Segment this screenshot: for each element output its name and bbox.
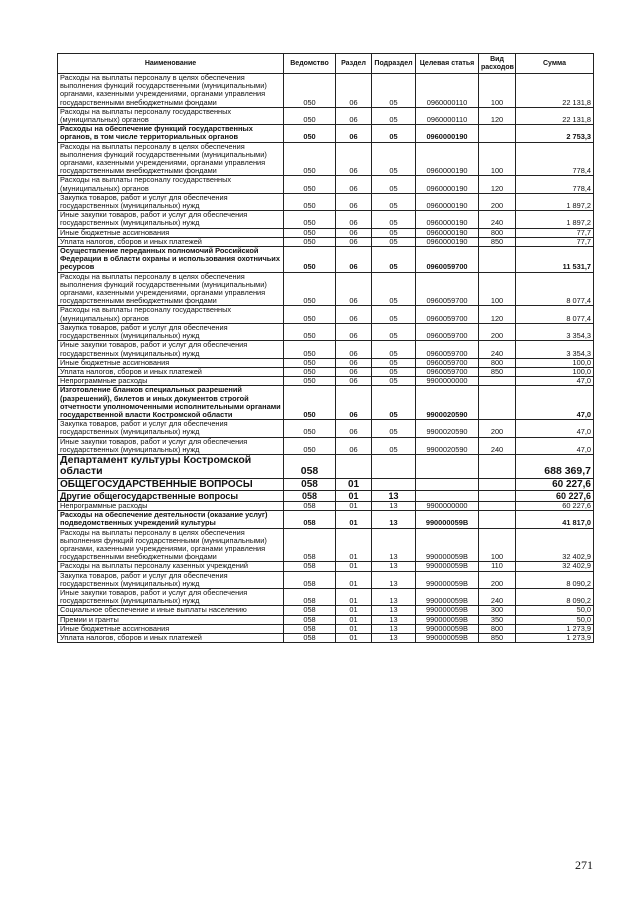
cell-dept: 050 [284,74,336,108]
table-row [58,323,594,340]
cell-exptype: 850 [479,633,516,642]
cell-exptype: 850 [479,237,516,246]
cell-subsection: 13 [372,528,416,562]
cell-subsection: 05 [372,142,416,176]
cell-dept: 050 [284,341,336,358]
cell-sum: 778,4 [516,176,594,193]
cell-target [416,490,479,501]
table-row [58,511,594,528]
cell-subsection: 05 [372,272,416,306]
header-name: Наименование [58,54,284,74]
cell-name: Расходы на выплаты персоналу в целях обеспечения выполнения функций государственными (муниципальными) органами, казенными учреждениями, органами управления государственными внебюджетными фондами [58,142,284,176]
cell-name: Иные закупки товаров, работ и услуг для обеспечения государственных (муниципальных) нужд [58,211,284,228]
cell-target: 990000059В [416,615,479,624]
cell-target: 0960000190 [416,228,479,237]
table-row [58,272,594,306]
cell-exptype: 100 [479,74,516,108]
cell-dept: 058 [284,571,336,588]
header-dept: Ведомство [284,54,336,74]
cell-dept: 050 [284,367,336,376]
cell-dept: 050 [284,228,336,237]
cell-subsection: 05 [372,74,416,108]
cell-target: 0960059700 [416,367,479,376]
cell-sum: 3 354,3 [516,323,594,340]
cell-exptype [479,247,516,273]
table-row [58,125,594,142]
cell-target: 0960000190 [416,193,479,210]
cell-subsection: 05 [372,306,416,323]
table-row [58,247,594,273]
cell-sum: 22 131,8 [516,107,594,124]
cell-sum: 778,4 [516,142,594,176]
cell-sum: 1 897,2 [516,211,594,228]
cell-exptype [479,490,516,501]
cell-dept: 058 [284,454,336,478]
cell-sum: 8 077,4 [516,272,594,306]
cell-subsection: 13 [372,571,416,588]
cell-sum: 11 531,7 [516,247,594,273]
cell-target: 0960000110 [416,107,479,124]
cell-target: 990000059В [416,562,479,571]
cell-target: 0960000190 [416,211,479,228]
table-row [58,193,594,210]
cell-name: Изготовление бланков специальных разрешений (разрешений), билетов и иных документов строгой отчетности уполномоченными исполнительными органами государственной власти Костромской области [58,386,284,420]
cell-sum: 77,7 [516,228,594,237]
cell-name: ОБЩЕГОСУДАРСТВЕННЫЕ ВОПРОСЫ [58,478,284,490]
cell-dept: 050 [284,420,336,437]
cell-section: 06 [336,272,372,306]
table-row [58,211,594,228]
cell-subsection: 05 [372,420,416,437]
cell-section [336,454,372,478]
cell-section: 01 [336,571,372,588]
cell-sum: 8 077,4 [516,306,594,323]
cell-subsection [372,454,416,478]
cell-sum: 22 131,8 [516,74,594,108]
cell-exptype: 200 [479,323,516,340]
cell-subsection: 05 [372,437,416,454]
header-exptype: Вид расходов [479,54,516,74]
cell-section: 06 [336,211,372,228]
cell-subsection: 05 [372,107,416,124]
cell-sum: 100,0 [516,358,594,367]
cell-dept: 058 [284,478,336,490]
cell-target: 9900020590 [416,420,479,437]
cell-sum: 32 402,9 [516,528,594,562]
cell-section: 01 [336,490,372,501]
cell-sum: 8 090,2 [516,571,594,588]
cell-exptype: 100 [479,142,516,176]
table-row [58,306,594,323]
budget-table [57,53,594,643]
cell-section: 01 [336,478,372,490]
cell-exptype: 100 [479,528,516,562]
cell-sum: 60 227,6 [516,478,594,490]
cell-name: Закупка товаров, работ и услуг для обеспечения государственных (муниципальных) нужд [58,193,284,210]
cell-name: Расходы на выплаты персоналу казенных учреждений [58,562,284,571]
cell-dept: 050 [284,437,336,454]
cell-name: Иные закупки товаров, работ и услуг для обеспечения государственных (муниципальных) нужд [58,588,284,605]
cell-exptype: 240 [479,341,516,358]
cell-sum: 60 227,6 [516,490,594,501]
cell-sum: 41 817,0 [516,511,594,528]
table-row [58,588,594,605]
cell-name: Другие общегосударственные вопросы [58,490,284,501]
cell-name: Расходы на выплаты персоналу в целях обеспечения выполнения функций государственными (муниципальными) органами, казенными учреждениями, органами управления государственными внебюджетными фондами [58,272,284,306]
cell-section: 01 [336,562,372,571]
cell-target: 0960000190 [416,142,479,176]
cell-section: 06 [336,367,372,376]
cell-name: Закупка товаров, работ и услуг для обеспечения государственных (муниципальных) нужд [58,323,284,340]
cell-sum: 1 897,2 [516,193,594,210]
cell-exptype: 200 [479,193,516,210]
cell-target [416,454,479,478]
cell-target: 0960059700 [416,358,479,367]
cell-target: 0960000190 [416,125,479,142]
cell-dept: 050 [284,142,336,176]
cell-exptype: 850 [479,367,516,376]
cell-subsection: 13 [372,562,416,571]
cell-exptype [479,125,516,142]
cell-target: 990000059В [416,588,479,605]
cell-name: Уплата налогов, сборов и иных платежей [58,633,284,642]
cell-dept: 050 [284,125,336,142]
table-row [58,562,594,571]
cell-name: Расходы на выплаты персоналу государственных (муниципальных) органов [58,306,284,323]
cell-section: 06 [336,74,372,108]
cell-sum: 77,7 [516,237,594,246]
cell-dept: 050 [284,272,336,306]
cell-dept: 058 [284,633,336,642]
cell-exptype [479,454,516,478]
cell-name: Расходы на обеспечение деятельности (оказание услуг) подведомственных учреждений культуры [58,511,284,528]
table-row [58,437,594,454]
cell-dept: 058 [284,490,336,501]
cell-name: Социальное обеспечение и иные выплаты населению [58,606,284,615]
cell-dept: 050 [284,107,336,124]
cell-name: Расходы на выплаты персоналу в целях обеспечения выполнения функций государственными (муниципальными) органами, казенными учреждениями, органами управления государственными внебюджетными фондами [58,528,284,562]
cell-subsection: 05 [372,228,416,237]
cell-exptype [479,478,516,490]
cell-subsection: 13 [372,588,416,605]
cell-subsection: 05 [372,237,416,246]
cell-target: 0960059700 [416,272,479,306]
cell-subsection: 13 [372,615,416,624]
cell-subsection: 05 [372,323,416,340]
cell-dept: 050 [284,211,336,228]
cell-section: 01 [336,588,372,605]
cell-section: 01 [336,511,372,528]
cell-subsection: 13 [372,501,416,510]
cell-dept: 050 [284,237,336,246]
table-row [58,571,594,588]
cell-sum: 2 753,3 [516,125,594,142]
cell-section: 01 [336,633,372,642]
cell-exptype: 350 [479,615,516,624]
cell-sum: 3 354,3 [516,341,594,358]
cell-dept: 058 [284,501,336,510]
cell-name: Расходы на выплаты персоналу государственных (муниципальных) органов [58,107,284,124]
cell-name: Непрограммные расходы [58,501,284,510]
cell-exptype [479,386,516,420]
table-row [58,606,594,615]
table-row [58,478,594,490]
cell-dept: 058 [284,615,336,624]
cell-target: 990000059В [416,633,479,642]
cell-section: 01 [336,615,372,624]
table-row [58,633,594,642]
cell-target: 0960059700 [416,247,479,273]
cell-subsection: 13 [372,490,416,501]
cell-name: Осуществление переданных полномочий Российской Федерации в области охраны и использования охотничьих ресурсов [58,247,284,273]
cell-subsection: 05 [372,386,416,420]
cell-name: Премии и гранты [58,615,284,624]
table-row [58,176,594,193]
cell-section: 06 [336,125,372,142]
cell-target: 9900000000 [416,377,479,386]
cell-exptype: 120 [479,107,516,124]
cell-sum: 47,0 [516,377,594,386]
cell-sum: 1 273,9 [516,633,594,642]
table-row [58,490,594,501]
header-section: Раздел [336,54,372,74]
cell-target: 990000059В [416,606,479,615]
cell-section: 06 [336,193,372,210]
cell-target: 0960059700 [416,306,479,323]
cell-section: 01 [336,606,372,615]
cell-dept: 050 [284,306,336,323]
cell-section: 06 [336,142,372,176]
cell-dept: 050 [284,193,336,210]
cell-name: Департамент культуры Костромской области [58,454,284,478]
cell-sum: 50,0 [516,606,594,615]
cell-target: 990000059В [416,528,479,562]
cell-exptype [479,511,516,528]
header-target: Целевая статья [416,54,479,74]
cell-section: 01 [336,528,372,562]
cell-exptype: 240 [479,211,516,228]
cell-section: 06 [336,341,372,358]
cell-section: 01 [336,624,372,633]
cell-name: Расходы на выплаты персоналу в целях обеспечения выполнения функций государственными (муниципальными) органами, казенными учреждениями, органами управления государственными внебюджетными фондами [58,74,284,108]
cell-exptype: 240 [479,588,516,605]
cell-name: Закупка товаров, работ и услуг для обеспечения государственных (муниципальных) нужд [58,571,284,588]
table-row [58,74,594,108]
cell-name: Расходы на обеспечение функций государственных органов, в том числе территориальных органов [58,125,284,142]
cell-subsection: 05 [372,377,416,386]
cell-section: 06 [336,176,372,193]
header-sum: Сумма [516,54,594,74]
cell-exptype: 300 [479,606,516,615]
table-row [58,615,594,624]
cell-name: Закупка товаров, работ и услуг для обеспечения государственных (муниципальных) нужд [58,420,284,437]
page-number: 271 [575,858,593,872]
cell-subsection: 05 [372,358,416,367]
cell-subsection: 05 [372,211,416,228]
cell-name: Уплата налогов, сборов и иных платежей [58,367,284,376]
cell-section: 06 [336,420,372,437]
cell-subsection: 13 [372,606,416,615]
cell-subsection [372,478,416,490]
cell-name: Непрограммные расходы [58,377,284,386]
cell-sum: 60 227,6 [516,501,594,510]
cell-name: Расходы на выплаты персоналу государственных (муниципальных) органов [58,176,284,193]
cell-name: Иные бюджетные ассигнования [58,624,284,633]
cell-dept: 050 [284,377,336,386]
cell-exptype [479,501,516,510]
cell-section: 06 [336,377,372,386]
cell-exptype: 240 [479,437,516,454]
cell-exptype: 800 [479,228,516,237]
cell-target: 0960000190 [416,237,479,246]
cell-exptype: 100 [479,272,516,306]
cell-section: 06 [336,107,372,124]
table-row [58,420,594,437]
table-row [58,341,594,358]
cell-section: 06 [336,386,372,420]
cell-exptype: 200 [479,420,516,437]
table-row [58,228,594,237]
cell-sum: 47,0 [516,386,594,420]
cell-subsection: 05 [372,247,416,273]
cell-subsection: 05 [372,341,416,358]
cell-section: 01 [336,501,372,510]
cell-dept: 058 [284,528,336,562]
cell-exptype [479,377,516,386]
cell-exptype: 800 [479,624,516,633]
cell-exptype: 120 [479,176,516,193]
cell-dept: 058 [284,588,336,605]
cell-dept: 058 [284,562,336,571]
cell-subsection: 13 [372,511,416,528]
cell-name: Иные бюджетные ассигнования [58,228,284,237]
table-row [58,386,594,420]
cell-target: 0960059700 [416,341,479,358]
cell-dept: 058 [284,624,336,633]
cell-dept: 050 [284,386,336,420]
cell-section: 06 [336,228,372,237]
cell-exptype: 120 [479,306,516,323]
cell-sum: 1 273,9 [516,624,594,633]
table-row [58,528,594,562]
table-row [58,454,594,478]
cell-target: 9900020590 [416,386,479,420]
cell-section: 06 [336,237,372,246]
cell-subsection: 05 [372,125,416,142]
cell-target: 990000059В [416,571,479,588]
cell-sum: 47,0 [516,420,594,437]
cell-subsection: 05 [372,193,416,210]
table-row [58,107,594,124]
cell-dept: 050 [284,358,336,367]
cell-subsection: 13 [372,624,416,633]
cell-target: 9900000000 [416,501,479,510]
cell-section: 06 [336,247,372,273]
table-row [58,142,594,176]
cell-target: 990000059В [416,511,479,528]
table-body [58,74,594,643]
cell-sum: 32 402,9 [516,562,594,571]
cell-target: 990000059В [416,624,479,633]
cell-subsection: 05 [372,367,416,376]
cell-target: 0960059700 [416,323,479,340]
cell-target: 0960000110 [416,74,479,108]
cell-section: 06 [336,358,372,367]
cell-exptype: 110 [479,562,516,571]
cell-section: 06 [336,437,372,454]
cell-name: Иные закупки товаров, работ и услуг для обеспечения государственных (муниципальных) нужд [58,341,284,358]
header-subsection: Подраздел [372,54,416,74]
cell-target [416,478,479,490]
cell-name: Иные закупки товаров, работ и услуг для обеспечения государственных (муниципальных) нужд [58,437,284,454]
table-header-row [58,54,594,74]
cell-sum: 688 369,7 [516,454,594,478]
cell-subsection: 13 [372,633,416,642]
cell-dept: 050 [284,247,336,273]
cell-exptype: 800 [479,358,516,367]
cell-exptype: 200 [479,571,516,588]
cell-sum: 8 090,2 [516,588,594,605]
cell-sum: 50,0 [516,615,594,624]
cell-sum: 47,0 [516,437,594,454]
cell-section: 06 [336,323,372,340]
cell-name: Уплата налогов, сборов и иных платежей [58,237,284,246]
cell-subsection: 05 [372,176,416,193]
cell-dept: 058 [284,606,336,615]
cell-dept: 050 [284,323,336,340]
cell-dept: 058 [284,511,336,528]
cell-target: 9900020590 [416,437,479,454]
cell-dept: 050 [284,176,336,193]
cell-target: 0960000190 [416,176,479,193]
cell-section: 06 [336,306,372,323]
cell-sum: 100,0 [516,367,594,376]
cell-name: Иные бюджетные ассигнования [58,358,284,367]
